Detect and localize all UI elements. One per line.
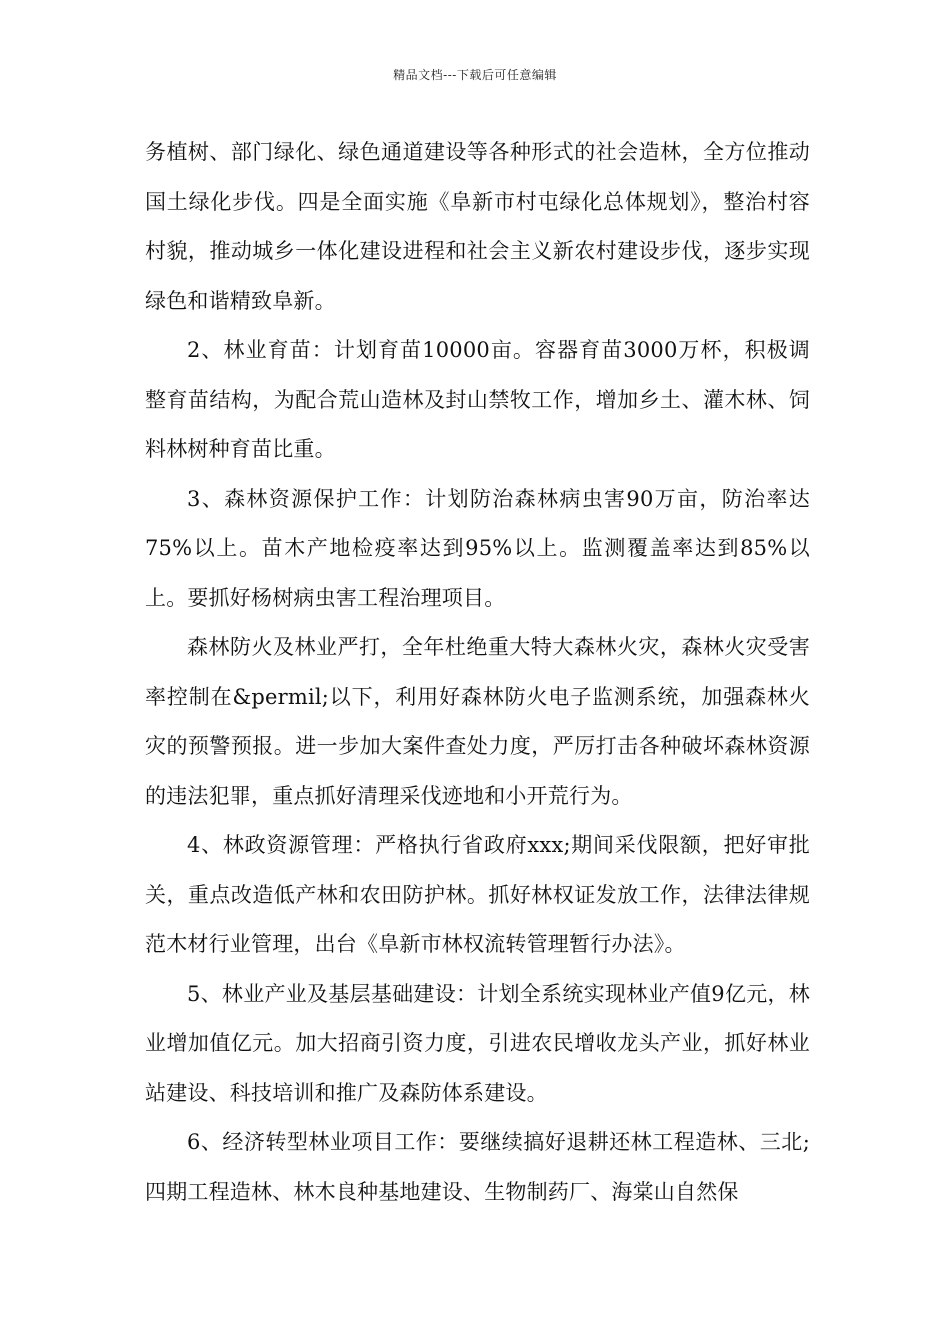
- paragraph-6: 5、林业产业及基层基础建设：计划全系统实现林业产值9亿元，林业增加值亿元。加大招商引资力度，引进农民增收龙头产业，抓好林业站建设、科技培训和推广及森防体系建设。: [145, 981, 810, 1105]
- paragraph-1: 务植树、部门绿化、绿色通道建设等各种形式的社会造林，全方位推动国土绿化步伐。四是全面实施《阜新市村屯绿化总体规划》，整治村容村貌，推动城乡一体化建设进程和社会主义新农村建设步伐，逐步实现绿色和谐精致阜新。: [145, 140, 810, 313]
- document-body: [145, 128, 810, 1217]
- page-header: 精品文档---下载后可任意编辑: [393, 68, 557, 82]
- paragraph-3: 3、森林资源保护工作：计划防治森林病虫害90万亩，防治率达75%以上。苗木产地检疫率达到95%以上。监测覆盖率达到85%以上。要抓好杨树病虫害工程治理项目。: [145, 486, 810, 610]
- paragraph-7: 6、经济转型林业项目工作：要继续搞好退耕还林工程造林、三北;四期工程造林、林木良种基地建设、生物制药厂、海棠山自然保: [145, 1130, 810, 1204]
- paragraph-5: 4、林政资源管理：严格执行省政府xxx;期间采伐限额，把好审批关，重点改造低产林和农田防护林。抓好林权证发放工作，法律法律规范木材行业管理，出台《阜新市林权流转管理暂行办法》。: [145, 833, 810, 956]
- paragraph-4: 森林防火及林业严打，全年杜绝重大特大森林火灾，森林火灾受害率控制在&permil;以下，利用好森林防火电子监测系统，加强森林火灾的预警预报。进一步加大案件查处力度，严厉打击各种破坏森林资源的违法犯罪，重点抓好清理采伐迹地和小开荒行为。: [145, 635, 810, 808]
- paragraph-2: 2、林业育苗：计划育苗10000亩。容器育苗3000万杯，积极调整育苗结构，为配合荒山造林及封山禁牧工作，增加乡土、灌木林、饲料林树种育苗比重。: [145, 338, 810, 461]
